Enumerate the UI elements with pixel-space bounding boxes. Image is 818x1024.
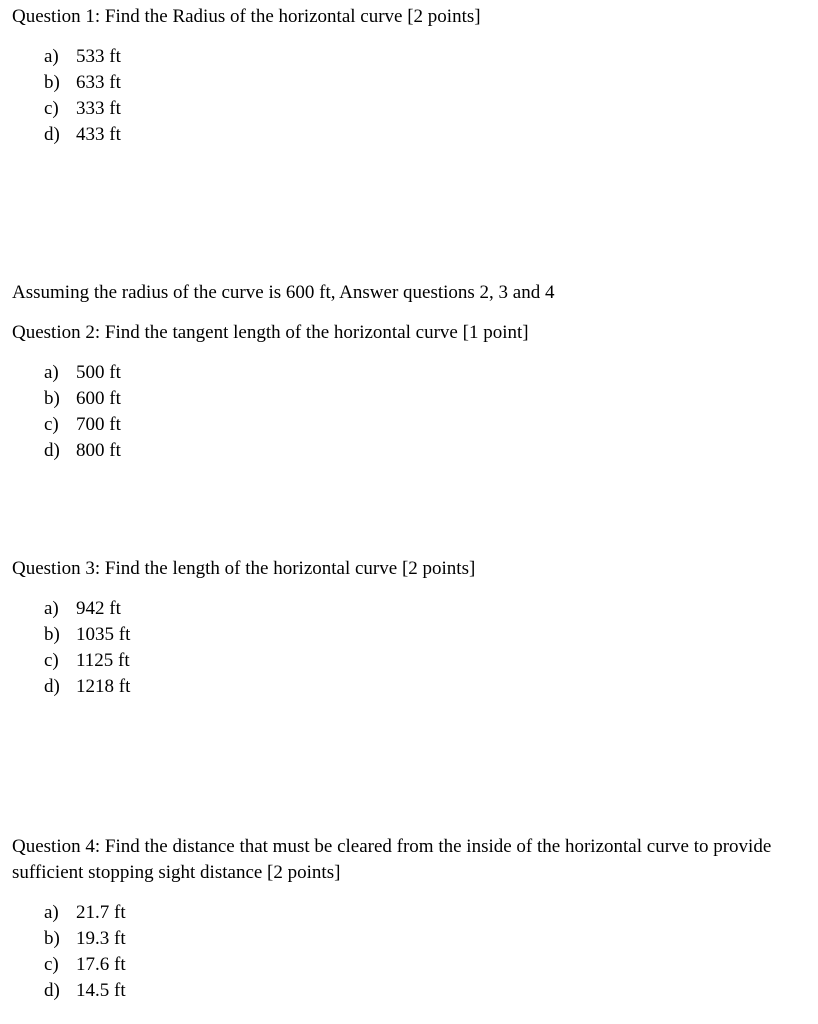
- option-letter: d): [44, 440, 60, 461]
- option-letter: b): [44, 928, 60, 949]
- question-2-option-c: [12, 412, 802, 438]
- question-1-option-b: [12, 70, 802, 96]
- question-2-options: [12, 360, 802, 464]
- question-4-options: [12, 900, 802, 1004]
- option-value: 800 ft: [76, 440, 121, 461]
- option-value: 1035 ft: [76, 624, 131, 645]
- option-letter: a): [44, 598, 59, 619]
- option-value: 942 ft: [76, 598, 121, 619]
- question-4-option-b: [12, 926, 802, 952]
- question-1-options: [12, 44, 802, 148]
- question-3-option-a: [12, 596, 802, 622]
- option-letter: c): [44, 954, 59, 975]
- question-3-option-b: [12, 622, 802, 648]
- option-value: 433 ft: [76, 124, 121, 145]
- question-2: [12, 320, 802, 464]
- question-2-option-d: [12, 438, 802, 464]
- question-3-option-d: [12, 674, 802, 700]
- option-letter: a): [44, 362, 59, 383]
- option-letter: d): [44, 124, 60, 145]
- option-value: 14.5 ft: [76, 980, 126, 1001]
- question-3-options: [12, 596, 802, 700]
- question-4-option-c: [12, 952, 802, 978]
- option-letter: b): [44, 72, 60, 93]
- option-value: 700 ft: [76, 414, 121, 435]
- option-value: 21.7 ft: [76, 902, 126, 923]
- option-letter: a): [44, 902, 59, 923]
- question-4-text: Question 4: Find the distance that must be cleared from the inside of the horizontal curve to provide sufficient stopping sight distance [2 points]: [12, 836, 772, 883]
- option-value: 19.3 ft: [76, 928, 126, 949]
- option-letter: c): [44, 414, 59, 435]
- option-letter: b): [44, 388, 60, 409]
- question-2-option-b: [12, 386, 802, 412]
- assumption-text: Assuming the radius of the curve is 600 ft, Answer questions 2, 3 and 4: [12, 282, 555, 303]
- option-letter: d): [44, 980, 60, 1001]
- question-4-option-d: [12, 978, 802, 1004]
- question-2-text: Question 2: Find the tangent length of the horizontal curve [1 point]: [12, 322, 529, 343]
- option-value: 533 ft: [76, 46, 121, 67]
- question-4-option-a: [12, 900, 802, 926]
- question-3-option-c: [12, 648, 802, 674]
- option-letter: c): [44, 650, 59, 671]
- option-value: 500 ft: [76, 362, 121, 383]
- question-1: [12, 4, 802, 148]
- option-letter: a): [44, 46, 59, 67]
- question-1-text: Question 1: Find the Radius of the horizontal curve [2 points]: [12, 6, 481, 27]
- question-4: [12, 834, 802, 1004]
- question-1-option-a: [12, 44, 802, 70]
- option-value: 633 ft: [76, 72, 121, 93]
- option-value: 17.6 ft: [76, 954, 126, 975]
- option-value: 1125 ft: [76, 650, 130, 671]
- option-letter: b): [44, 624, 60, 645]
- option-value: 333 ft: [76, 98, 121, 119]
- option-value: 600 ft: [76, 388, 121, 409]
- question-3: [12, 556, 802, 700]
- option-letter: d): [44, 676, 60, 697]
- question-3-text: Question 3: Find the length of the horizontal curve [2 points]: [12, 558, 476, 579]
- question-1-option-c: [12, 96, 802, 122]
- question-2-option-a: [12, 360, 802, 386]
- assumption-block: [12, 280, 802, 306]
- question-1-option-d: [12, 122, 802, 148]
- option-value: 1218 ft: [76, 676, 131, 697]
- option-letter: c): [44, 98, 59, 119]
